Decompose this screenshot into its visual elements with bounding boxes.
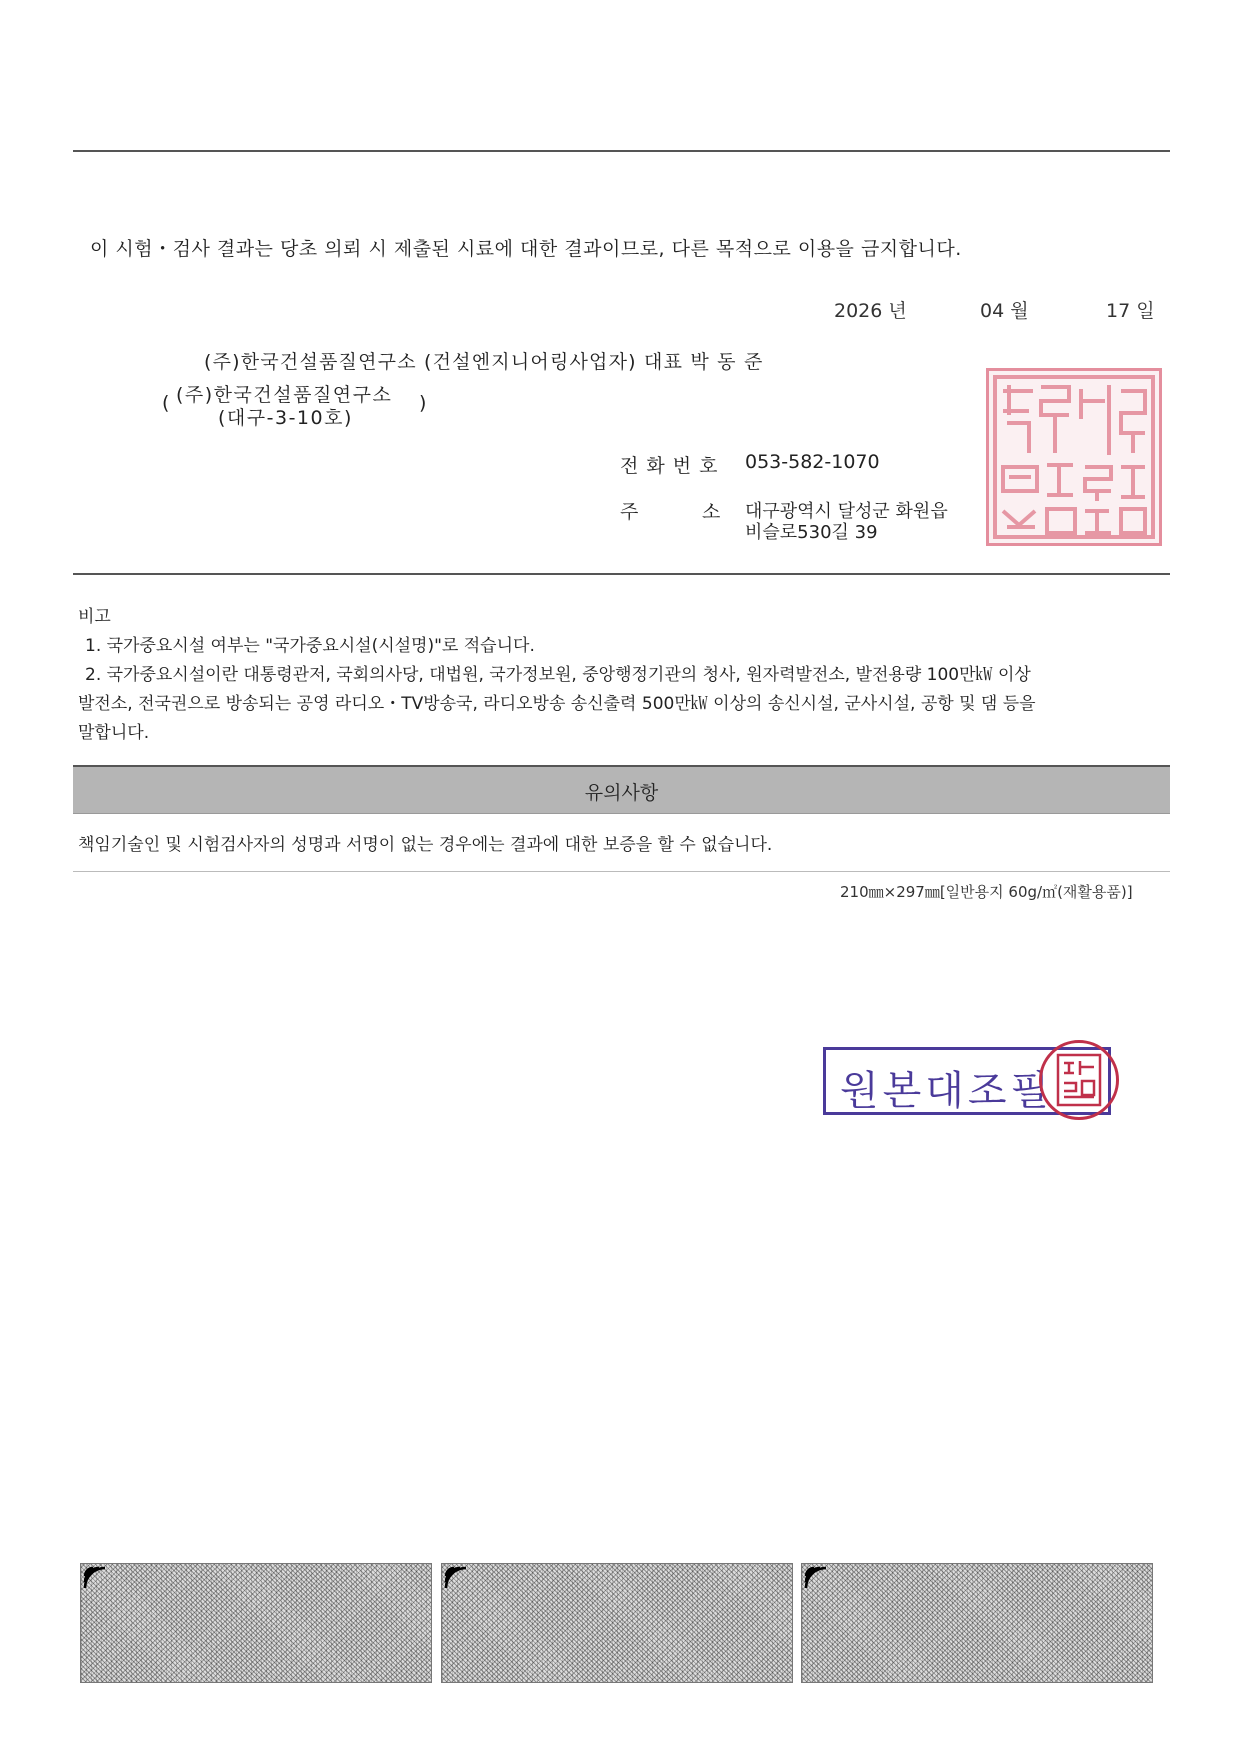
address-line-2: 비슬로530길 39 [745,522,878,543]
notes-item-1: 1. 국가중요시설 여부는 "국가중요시설(시설명)"로 적습니다. [85,636,535,656]
notes-item-2-line-2: 발전소, 전국권으로 방송되는 공영 라디오・TV방송국, 라디오방송 송신출력 500만㎾ 이상의 송신시설, 군사시설, 공항 및 댐 등을 [78,694,1036,714]
registration-name: (주)한국건설품질연구소 [176,384,393,406]
notes-heading: 비고 [78,607,111,627]
phone-number: 053-582-1070 [745,451,880,473]
security-pattern-1 [80,1563,432,1683]
registration-close-paren: ) [419,392,427,414]
date-day: 17 일 [1106,300,1155,322]
notes-item-2-line-1: 2. 국가중요시설이란 대통령관저, 국회의사당, 대법원, 국가정보원, 중앙행정기관의 청사, 원자력발전소, 발전용량 100만㎾ 이상 [85,665,1031,685]
caution-header [73,765,1170,814]
registration-open-paren: ( [162,392,170,414]
organization-line: (주)한국건설품질연구소 (건설엔지니어링사업자) 대표 박 동 준 [204,351,764,373]
address-label-2: 소 [702,501,721,523]
security-mark-icon [804,1566,828,1590]
security-pattern-2 [441,1563,793,1683]
security-mark-icon [83,1566,107,1590]
paper-spec: 210㎜×297㎜[일반용지 60g/㎡(재활용품)] [840,883,1133,901]
organization-seal [986,368,1162,546]
registration-number: (대구-3-10호) [218,407,353,429]
notes-item-2-line-3: 말합니다. [78,723,150,743]
caution-text: 책임기술인 및 시험검사자의 성명과 서명이 없는 경우에는 결과에 대한 보증을 할 수 없습니다. [78,835,773,855]
stamp-seal-circle [1039,1040,1119,1120]
seal-graphic [989,371,1159,543]
section-divider [73,573,1170,575]
security-pattern-3 [801,1563,1153,1683]
security-mark-icon [444,1566,468,1590]
usage-restriction-statement: 이 시험・검사 결과는 당초 의뢰 시 제출된 시료에 대한 결과이므로, 다른 목적으로 이용을 금지합니다. [90,238,962,260]
date-year: 2026 년 [834,300,907,322]
address-label-1: 주 [620,501,639,523]
caution-title: 유의사항 [584,782,659,804]
stamp-text: 원본대조필 [840,1068,1054,1114]
address-line-1: 대구광역시 달성군 화원읍 [745,501,948,522]
bottom-rule [73,871,1170,872]
stamp-seal-graphic [1042,1043,1116,1117]
phone-label: 전 화 번 호 [620,455,719,477]
date-month: 04 월 [980,300,1029,322]
top-rule [73,150,1170,152]
